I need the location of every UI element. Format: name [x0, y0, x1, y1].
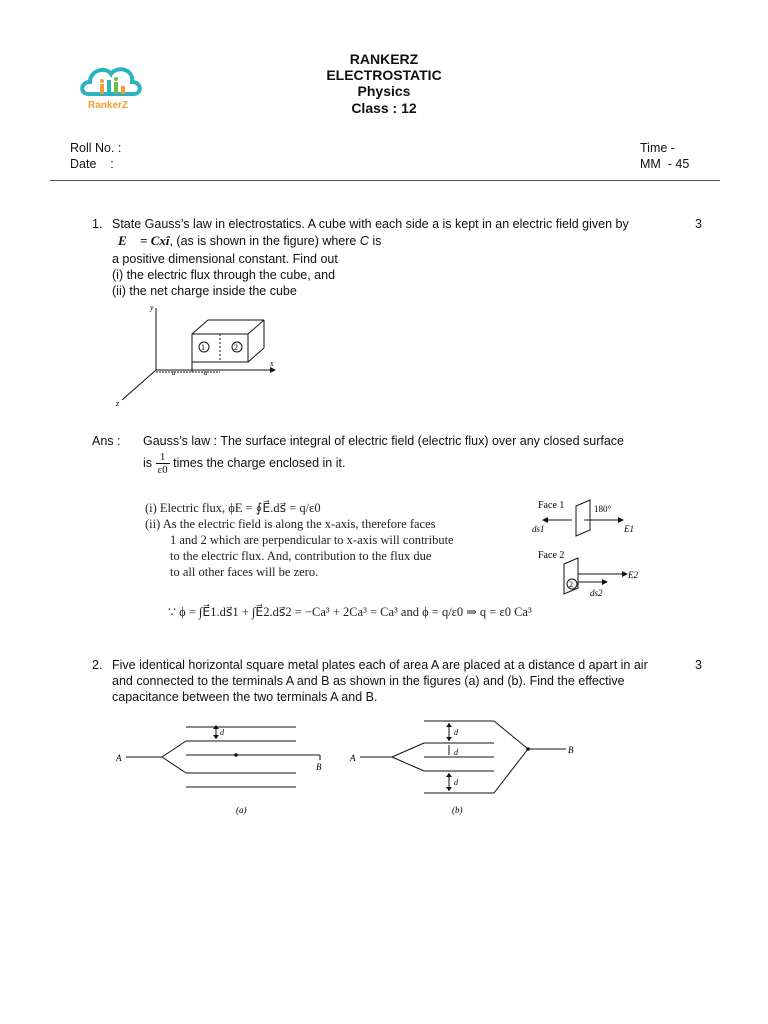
q1-marks: 3 [695, 217, 702, 231]
face1-label: Face 1 [538, 500, 565, 511]
ans-line2-rest: times the charge enclosed in it. [173, 455, 346, 470]
subject-title: ELECTROSTATIC [326, 67, 442, 83]
fig-a-caption: (a) [236, 805, 247, 815]
ans-line1: Gauss’s law : The surface integral of electric field (electric flux) over any closed surface [143, 434, 624, 448]
frac-denominator: ε0 [157, 464, 168, 476]
capacitor-figure-a [110, 715, 340, 820]
angle-label: 180° [594, 504, 612, 514]
ans-label: Ans : [92, 434, 121, 448]
fig-a-terminal-b: B [316, 762, 322, 772]
field-equation: E⃗ = Cxî [118, 233, 170, 248]
face2-number: 2 [569, 580, 573, 589]
class-label: Class : 12 [351, 100, 417, 116]
logo-text: RankerZ [88, 100, 129, 111]
q1-line1: State Gauss’s law in electrostatics. A cube with each side a is kept in an electric field given by [112, 217, 629, 231]
q1-line2-c: C [359, 234, 369, 248]
cube-figure [110, 300, 280, 410]
fig-y-label: y [150, 303, 154, 312]
ds1-label: ds1 [532, 524, 545, 534]
q1-line2 [118, 233, 381, 249]
roll-no-label: Roll No. : [70, 141, 122, 155]
q1-line5: (ii) the net charge inside the cube [112, 284, 297, 298]
q1-number: 1. [92, 217, 103, 231]
fig-b-caption: (b) [452, 805, 463, 815]
frac-numerator: 1 [156, 451, 170, 464]
solution-block [145, 500, 525, 580]
face2-label: Face 2 [538, 550, 565, 561]
solution-line-4: to the electric flux. And, contribution to the flux due [170, 549, 432, 563]
q1-line2-rest: , (as is shown in the figure) where [169, 234, 357, 248]
fig-b-terminal-b: B [568, 745, 574, 755]
fig-a-terminal-a: A [116, 753, 122, 763]
one-over-epsilon [156, 451, 170, 476]
subject: Physics [357, 83, 411, 99]
fig-a1-label: a [172, 369, 176, 377]
q2-number: 2. [92, 658, 103, 672]
e1-label: E1 [624, 524, 634, 534]
e2-label: E2 [628, 570, 638, 580]
date-label: Date : [70, 157, 114, 171]
q2-line2: and connected to the terminals A and B as shown in the figures (a) and (b). Find the effective [112, 674, 625, 688]
fig-z-label: z [116, 399, 120, 408]
q1-line2-end: is [372, 234, 382, 248]
ds2-label: ds2 [590, 588, 603, 598]
face-diagram [528, 496, 648, 606]
solution-line-3: 1 and 2 which are perpendicular to x-axis will contribute [170, 533, 454, 547]
q2-line1: Five identical horizontal square metal plates each of area A are placed at a distance d apart in air [112, 658, 648, 672]
solution-line-5: to all other faces will be zero. [170, 565, 319, 579]
brand-title: RANKERZ [349, 51, 419, 67]
fig-b-gap-d3: d [454, 778, 458, 787]
time-label: Time - [640, 141, 675, 155]
ans-line2-is: is [143, 455, 153, 470]
solution-line-6: ∵ ϕ = ∫E⃗1.ds⃗1 + ∫E⃗2.ds⃗2 = −Ca³ + 2Ca³ = Ca³ and ϕ = q/ε0 ⇒ q = ε0 Ca³ [168, 605, 532, 619]
fig-face1-label: 1 [201, 343, 205, 352]
ans-line2 [143, 451, 345, 476]
marks-label: MM - 45 [640, 157, 690, 171]
fig-a-gap-d: d [220, 728, 224, 737]
fig-b-gap-d1: d [454, 728, 458, 737]
fig-b-terminal-a: A [350, 753, 356, 763]
fig-b-gap-d2: d [454, 748, 458, 757]
fig-a2-label: a [204, 369, 208, 377]
solution-line-2: (ii) As the electric field is along the x-axis, therefore faces [145, 517, 436, 531]
capacitor-figure-b [348, 715, 588, 820]
q2-line3: capacitance between the two terminals A and B. [112, 690, 378, 704]
fig-x-label: x [270, 359, 274, 368]
header-divider [50, 180, 720, 181]
q1-line4: (i) the electric flux through the cube, and [112, 268, 336, 282]
fig-face2-label: 2 [234, 343, 238, 352]
q1-line3: a positive dimensional constant. Find out [112, 252, 338, 266]
q2-marks: 3 [695, 658, 702, 672]
solution-line-1: (i) Electric flux, ϕE = ∮E⃗.ds⃗ = q/ε0 [145, 501, 321, 515]
